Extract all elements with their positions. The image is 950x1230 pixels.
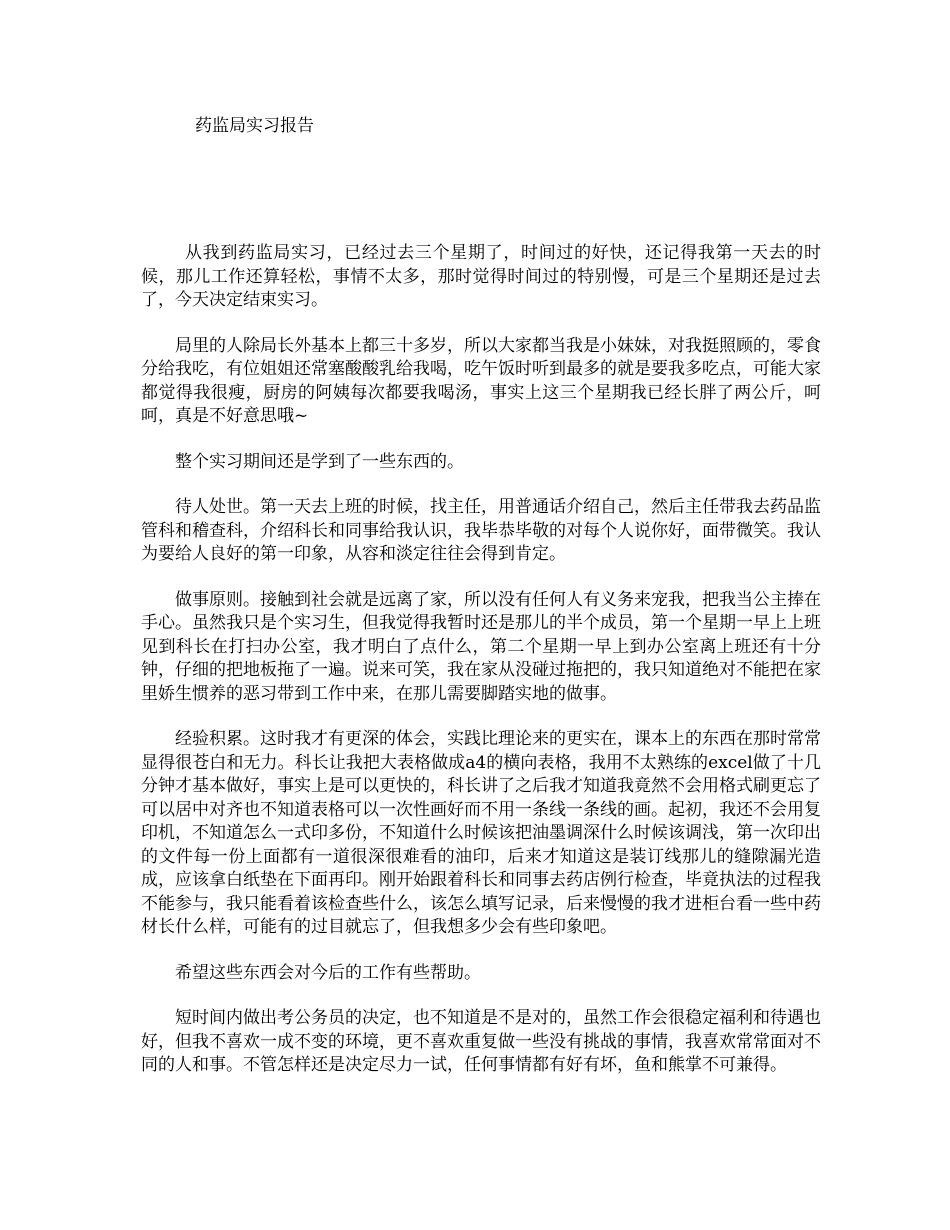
paragraph-colleagues: 局里的人除局长外基本上都三十多岁，所以大家都当我是小妹妹，对我挺照顾的，零食分给我吃，有位姐姐还常塞酸酸乳给我喝，吃午饭时听到最多的就是要我多吃点，可能大家都觉得我很瘦，厨房的阿姨每次都要我喝汤，事实上这三个星期我已经长胖了两公斤，呵呵，真是不好意思哦~: [141, 335, 821, 426]
paragraph-principles: 做事原则。接触到社会就是远离了家，所以没有任何人有义务来宠我，把我当公主捧在手心。虽然我只是个实习生，但我觉得我暂时还是那儿的半个成员，第一个星期一早上上班见到科长在打扫办公室，我才明白了点什么，第二个星期一早上到办公室离上班还有十分钟，仔细的把地板拖了一遍。说来可笑，我在家从没碰过拖把的，我只知道绝对不能把在家里娇生惯养的恶习带到工作中来，在那儿需要脚踏实地的做事。: [141, 589, 821, 704]
paragraph-intro: 从我到药监局实习，已经过去三个星期了，时间过的好快，还记得我第一天去的时候，那儿工作还算轻松，事情不太多，那时觉得时间过的特别慢，可是三个星期还是过去了，今天决定结束实习。: [141, 243, 821, 310]
paragraph-learned: 整个实习期间还是学到了一些东西的。: [175, 451, 464, 472]
document-title: 药监局实习报告: [195, 116, 314, 136]
paragraph-conclusion: 短时间内做出考公务员的决定，也不知道是不是对的，虽然工作会很稳定福利和待遇也好，但我不喜欢一成不变的环境，更不喜欢重复做一些没有挑战的事情，我喜欢常常面对不同的人和事。不管怎样还是决定尽力一试，任何事情都有好有坏，鱼和熊掌不可兼得。: [141, 1008, 821, 1075]
paragraph-experience: 经验积累。这时我才有更深的体会，实践比理论来的更实在，课本上的东西在那时常常显得很苍白和无力。科长让我把大表格做成a4的横向表格，我用不太熟练的excel做了十几分钟才基本做好，事实上是可以更快的，科长讲了之后我才知道我竟然不会用格式刷更忘了可以居中对齐也不知道表格可以一次性画好而不用一条线一条线的画。起初，我还不会用复印机，不知道怎么一式印多份，不知道什么时候该把油墨调深什么时候该调浅，第一次印出的文件每一份上面都有一道很深很难看的油印，后来才知道这是装订线那儿的缝隙漏光造成，应该拿白纸垫在下面再印。刚开始跟着科长和同事去药店例行检查，毕竟执法的过程我不能参与，我只能看着该检查些什么，该怎么填写记录，后来慢慢的我才进柜台看一些中药材长什么样，可能有的过目就忘了，但我想多少会有些印象吧。: [141, 729, 821, 937]
paragraph-interpersonal: 待人处世。第一天去上班的时候，找主任，用普通话介绍自己，然后主任带我去药品监管科和稽查科，介绍科长和同事给我认识，我毕恭毕敬的对每个人说你好，面带微笑。我认为要给人良好的第一印象，从容和淡定往往会得到肯定。: [141, 497, 821, 564]
paragraph-hope: 希望这些东西会对今后的工作有些帮助。: [175, 962, 481, 983]
document-body: [141, 242, 821, 1100]
